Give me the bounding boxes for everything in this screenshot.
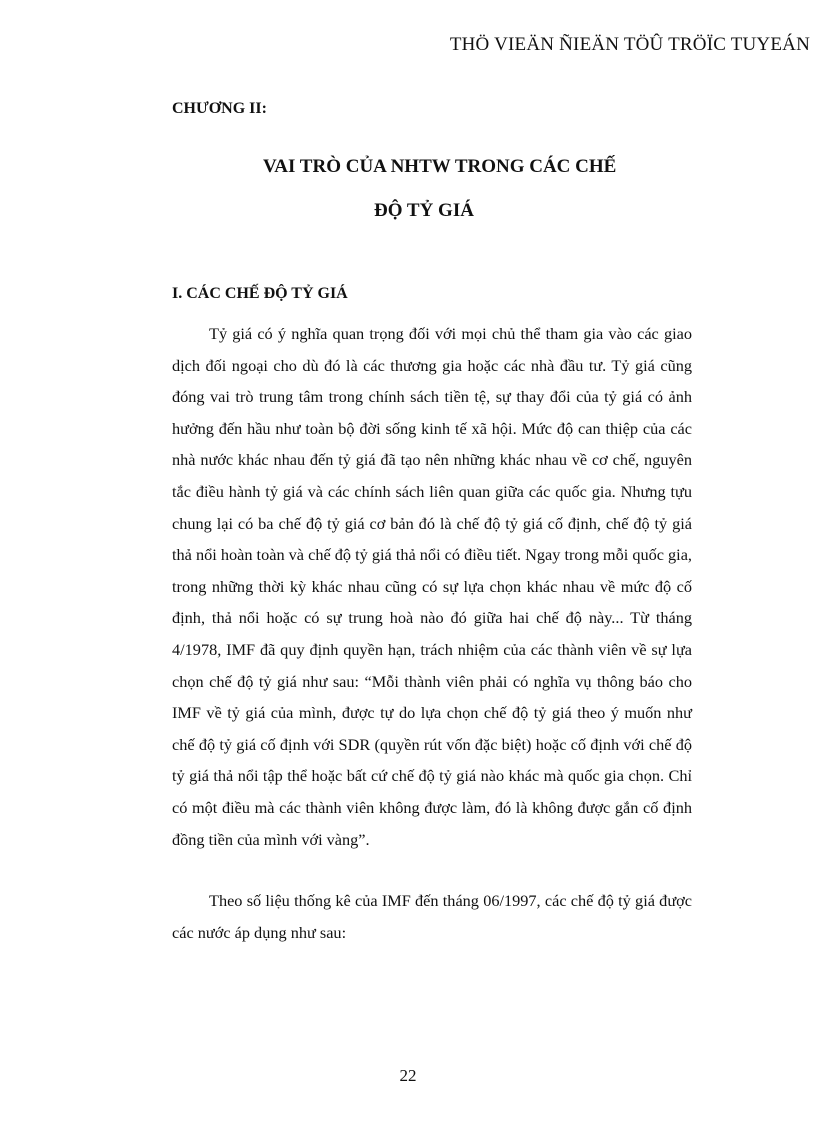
body-paragraph: Theo số liệu thống kê của IMF đến tháng 06/1997, các chế độ tỷ giá được các nước áp dụng như sau: — [172, 891, 692, 942]
running-header: THÖ VIEÄN ÑIEÄN TÖÛ TRÖÏC TUYEÁN — [449, 34, 810, 55]
chapter-title-line-2: ĐỘ TỶ GIÁ — [374, 200, 474, 221]
chapter-title — [0, 145, 816, 233]
chapter-label: CHƯƠNG II: — [172, 100, 267, 117]
body-paragraph: Tỷ giá có ý nghĩa quan trọng đối với mọi chủ thể tham gia vào các giao dịch đối ngoại cho dù đó là các thương gia hoặc các nhà đầu tư. Tỷ giá cũng đóng vai trò trung tâm trong chính sách tiền tệ, sự thay đổi của tỷ giá có ảnh hưởng đến hầu như toàn bộ đời sống kinh tế xã hội. Mức độ can thiệp của các nhà nước khác nhau đến tỷ giá đã tạo nên những khác nhau về cơ chế, nguyên tắc điều hành tỷ giá và các chính sách liên quan giữa các quốc gia. Nhưng tựu chung lại có ba chế độ tỷ giá cơ bản đó là chế độ tỷ giá cố định, chế độ tỷ giá thả nổi hoàn toàn và chế độ tỷ giá thả nổi có điều tiết. Ngay trong mỗi quốc gia, trong những thời kỳ khác nhau cũng có sự lựa chọn khác nhau về mức độ cố định, thả nổi hoặc có sự trung hoà nào đó giữa hai chế độ này... Từ tháng 4/1978, IMF đã quy định quyền hạn, trách nhiệm của các thành viên về sự lựa chọn chế độ tỷ giá như sau: “Mỗi thành viên phải có nghĩa vụ thông báo cho IMF về tỷ giá của mình, được tự do lựa chọn chế độ tỷ giá theo ý muốn như chế độ tỷ giá cố định với SDR (quyền rút vốn đặc biệt) hoặc cố định với chế độ tỷ giá thả nổi tập thể hoặc bất cứ chế độ tỷ giá nào khác mà quốc gia chọn. Chỉ có một điều mà các thành viên không được làm, đó là không được gắn cố định đồng tiền của mình với vàng”. — [172, 324, 692, 849]
chapter-title-line-1: VAI TRÒ CỦA NHTW TRONG CÁC CHẾ — [263, 156, 617, 177]
page-number: 22 — [399, 1066, 417, 1085]
section-heading: I. CÁC CHẾ ĐỘ TỶ GIÁ — [172, 285, 348, 302]
